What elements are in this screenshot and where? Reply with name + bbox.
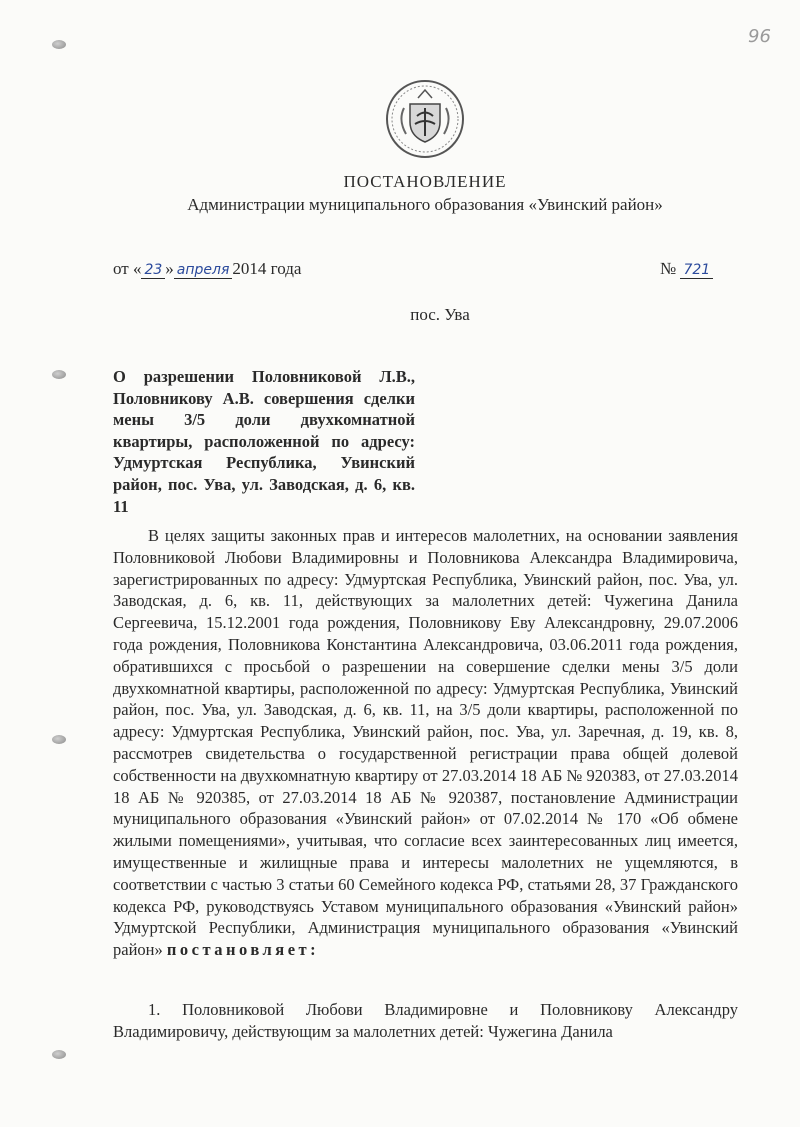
date-day-handwritten: 23 — [141, 262, 165, 279]
place: пос. Ува — [410, 305, 470, 324]
body-text: В целях защиты законных прав и интересов малолетних, на основании заявления Половниковой Любови Владимировны и Половникова Александра Владимировича, зарегистрированных по адресу: Удмуртская Республика, Увинский район, пос. Ува, ул. Заводская, д. 6, кв. 11, действующих за малолетних детей: Чужегина Данила Сергеевича, 15.12.2001 года рождения, Половникову Еву Александровну, 29.07.2006 года рождения, Половникова Константина Александровича, 03.06.2011 года рождения, обратившихся с просьбой о разрешении на совершение сделки мены 3/5 доли двухкомнатной квартиры, расположенной по адресу: Удмуртская Республика, Увинский район, пос. Ува, ул. Заводская, д. 6, кв. 11, на 3/5 доли квартиры, расположенной по адресу: Удмуртская Республика, Увинский район, пос. Ува, ул. Заречная, д. 19, кв. 8, рассмотрев свидетельства о государственной регистрации права общей долевой собственности на двухкомнатную квартиру от 27.03.2014 18 АБ № 920383, от 27.03.2014 18 АБ № 920385, от 27.03.2014 18 АБ № 920387, постановление Администрации муниципального образования «Увинский район» от 07.02.2014 № 170 «Об обмене жилыми помещениями», учитывая, что согласие всех заинтересованных лиц имеется, имущественные и жилищные права и интересы малолетних не ущемляются, в соответствии с частью 3 статьи 60 Семейного кодекса РФ, статьями 28, 37 Гражданского кодекса РФ, руководствуясь Уставом муниципального образования «Увинский район» Удмуртской Республики, Администрация муниципального образования «Увинский район» — [113, 526, 738, 960]
number-label: № — [660, 259, 677, 278]
punch-hole — [52, 1050, 66, 1059]
date-year: 2014 года — [232, 259, 302, 278]
punch-hole — [52, 40, 66, 49]
punch-hole — [52, 370, 66, 379]
subject-heading: О разрешении Половниковой Л.В., Половникову А.В. совершения сделки мены 3/5 доли двухкомнатной квартиры, расположенной по адресу: Удмуртская Республика, Увинский район, пос. Ува, ул. Заводская, д. 6, кв. 11 — [113, 367, 415, 516]
decree-word: постановляет: — [166, 940, 320, 960]
number-value-handwritten: 721 — [680, 262, 713, 279]
date-line — [113, 259, 301, 279]
coat-of-arms-icon — [384, 78, 466, 160]
date-prefix: от « — [113, 259, 142, 278]
number-line — [660, 259, 713, 279]
page-number: 96 — [748, 26, 771, 47]
document-title: ПОСТАНОВЛЕНИЕ — [343, 172, 507, 191]
body-paragraph — [113, 525, 738, 961]
point-1: 1. Половниковой Любови Владимировне и Половникову Александру Владимировичу, действующим за малолетних детей: Чужегина Данила — [113, 1000, 738, 1041]
document-subtitle: Администрации муниципального образования «Увинский район» — [187, 195, 663, 214]
date-mid: » — [165, 259, 174, 278]
date-month-handwritten: апреля — [174, 262, 233, 279]
punch-hole — [52, 735, 66, 744]
